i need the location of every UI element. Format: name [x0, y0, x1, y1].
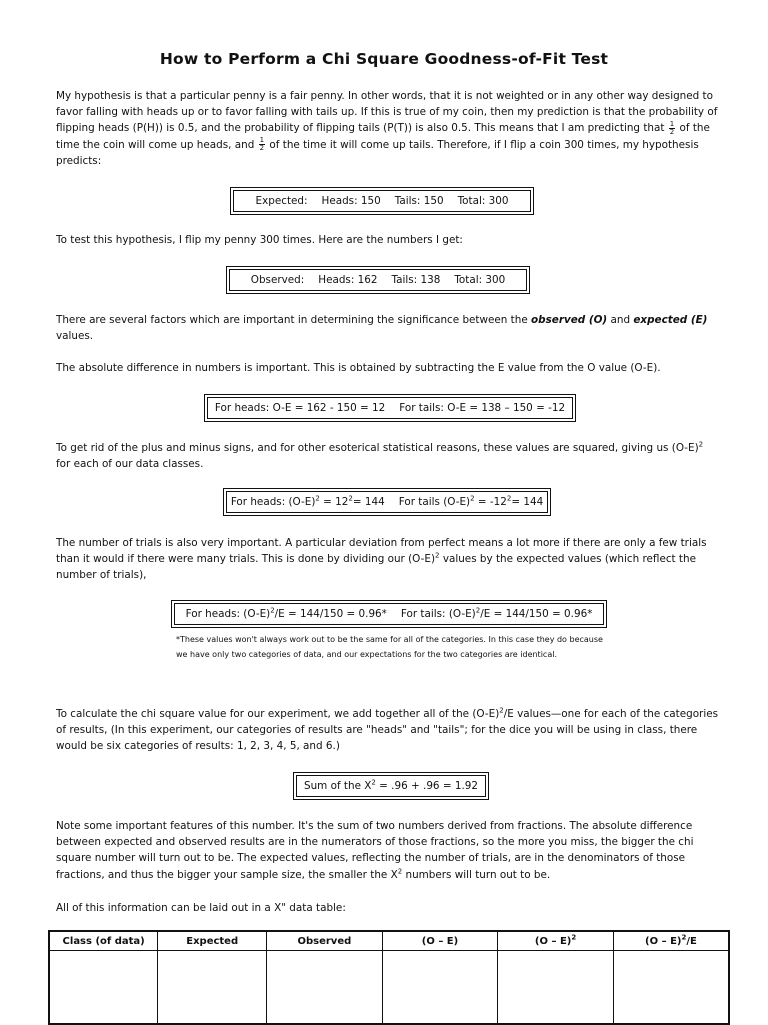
intro-text-1: My hypothesis is that a particular penny is a fair penny. In other words, that it is not weighted or in any other way designed to favor falling with heads up or to favor falling with tails up. If this is true of my coin, then my prediction is that the probability of flipping heads (P(H)) is 0.5, and the probability of flipping tails (P(T)) is also 0.5. This means that I am predicting that [56, 90, 718, 135]
calc-paragraph: To calculate the chi square value for our experiment, we add together all of the $(O-E)^2/E$ values—one for each of the categories of results, (In this experiment, our categories of results are "heads" and "tails"; for the dice you will be using in class, there would be six categories of results: 1, 2, 3, 4, 5, and 6.) [56, 706, 719, 753]
col-observed: Observed [267, 931, 383, 951]
table-intro: All of this information can be laid out in a X" data table: [56, 902, 346, 914]
squared-box: For heads: $(O-E)^2 = 12^2= 144$ For tails $(O-E)^2 = -12^2= 144$ [226, 491, 548, 513]
col-o-minus-e-squared-over-e: (O – E)$^2$/E [613, 931, 729, 951]
one-half-fraction: $\frac{1}{2}$ [669, 119, 675, 136]
squared-paragraph: To get rid of the plus and minus signs, and for other esoterical statistical reasons, these values are squared, giving us $(O-E)^2$ for each of our data classes. [56, 440, 704, 471]
observed-total: Total: 300 [454, 274, 506, 286]
observed-heads: Heads: 162 [318, 274, 378, 286]
diff-tails: For tails: O-E = 138 – 150 = -12 [399, 402, 566, 414]
observed-label: Observed: [250, 274, 305, 286]
col-o-minus-e-squared: (O – E)$^2$ [498, 931, 614, 951]
page-title: How to Perform a Chi Square Goodness-of-Fit Test [159, 50, 609, 68]
col-o-minus-e: (O – E) [382, 931, 498, 951]
sum-box: Sum of the $X^2 = .96 + .96 = 1.92$ [296, 775, 486, 797]
factors-paragraph: There are several factors which are important in determining the significance between the observed (O) and expected (E) values. [56, 314, 708, 343]
col-expected: Expected [158, 931, 267, 951]
expected-total: Total: 300 [457, 195, 509, 207]
intro-paragraph [56, 88, 720, 169]
col-class: Class (of data) [49, 931, 158, 951]
one-half-fraction-2: $\frac{1}{2}$ [259, 136, 265, 153]
diff-heads: For heads: O-E = 162 - 150 = 12 [214, 402, 386, 414]
data-table [48, 930, 730, 1025]
note-paragraph: Note some important features of this number. It's the sum of two numbers derived from fractions. The absolute difference between expected and observed results are in the numerators of those fractions, so the more you miss, the bigger the chi square number will turn out to be. The expected values, reflecting the number of trials, are in the denominators of those fractions, and thus the bigger your sample size, the smaller the $X^2$ numbers will turn out to be. [56, 820, 694, 881]
trials-paragraph: The number of trials is also very important. A particular deviation from perfect means a lot more if there are only a few trials than it would if there were many trials. This is done by dividing our $(O-E)^2$ values by the expected values (which reflect the number of trials), [56, 537, 707, 582]
difference-box [207, 397, 573, 419]
intro-text-2: of the time the coin will come up heads, and [56, 122, 710, 151]
test-paragraph: To test this hypothesis, I flip my penny 300 times. Here are the numbers I get: [56, 234, 463, 246]
expected-box [233, 190, 531, 212]
expected-label: Expected: [255, 195, 308, 207]
intro-text-3: of the time it will come up tails. Therefore, if I flip a coin 300 times, my hypothesis predicts: [56, 138, 699, 167]
expected-term: expected (E) [633, 314, 708, 326]
expected-tails: Tails: 150 [394, 195, 444, 207]
abs-diff-paragraph: The absolute difference in numbers is important. This is obtained by subtracting the E value from the O value (O-E). [56, 362, 661, 374]
divide-box: For heads: $(O-E)^2/E = 144/150 = 0.96*$ For tails: $(O-E)^2/E = 144/150 = 0.96*$ [174, 603, 604, 625]
expected-heads: Heads: 150 [321, 195, 381, 207]
observed-tails: Tails: 138 [391, 274, 441, 286]
observed-box [229, 269, 527, 291]
table-row [49, 951, 729, 1025]
footnote: *These values won't always work out to be the same for all of the categories. In this case they do because we have only two categories of data, and our expectations for the two categories are identical. [176, 635, 603, 659]
observed-term: observed (O) [531, 314, 608, 326]
table-header-row [49, 931, 729, 951]
